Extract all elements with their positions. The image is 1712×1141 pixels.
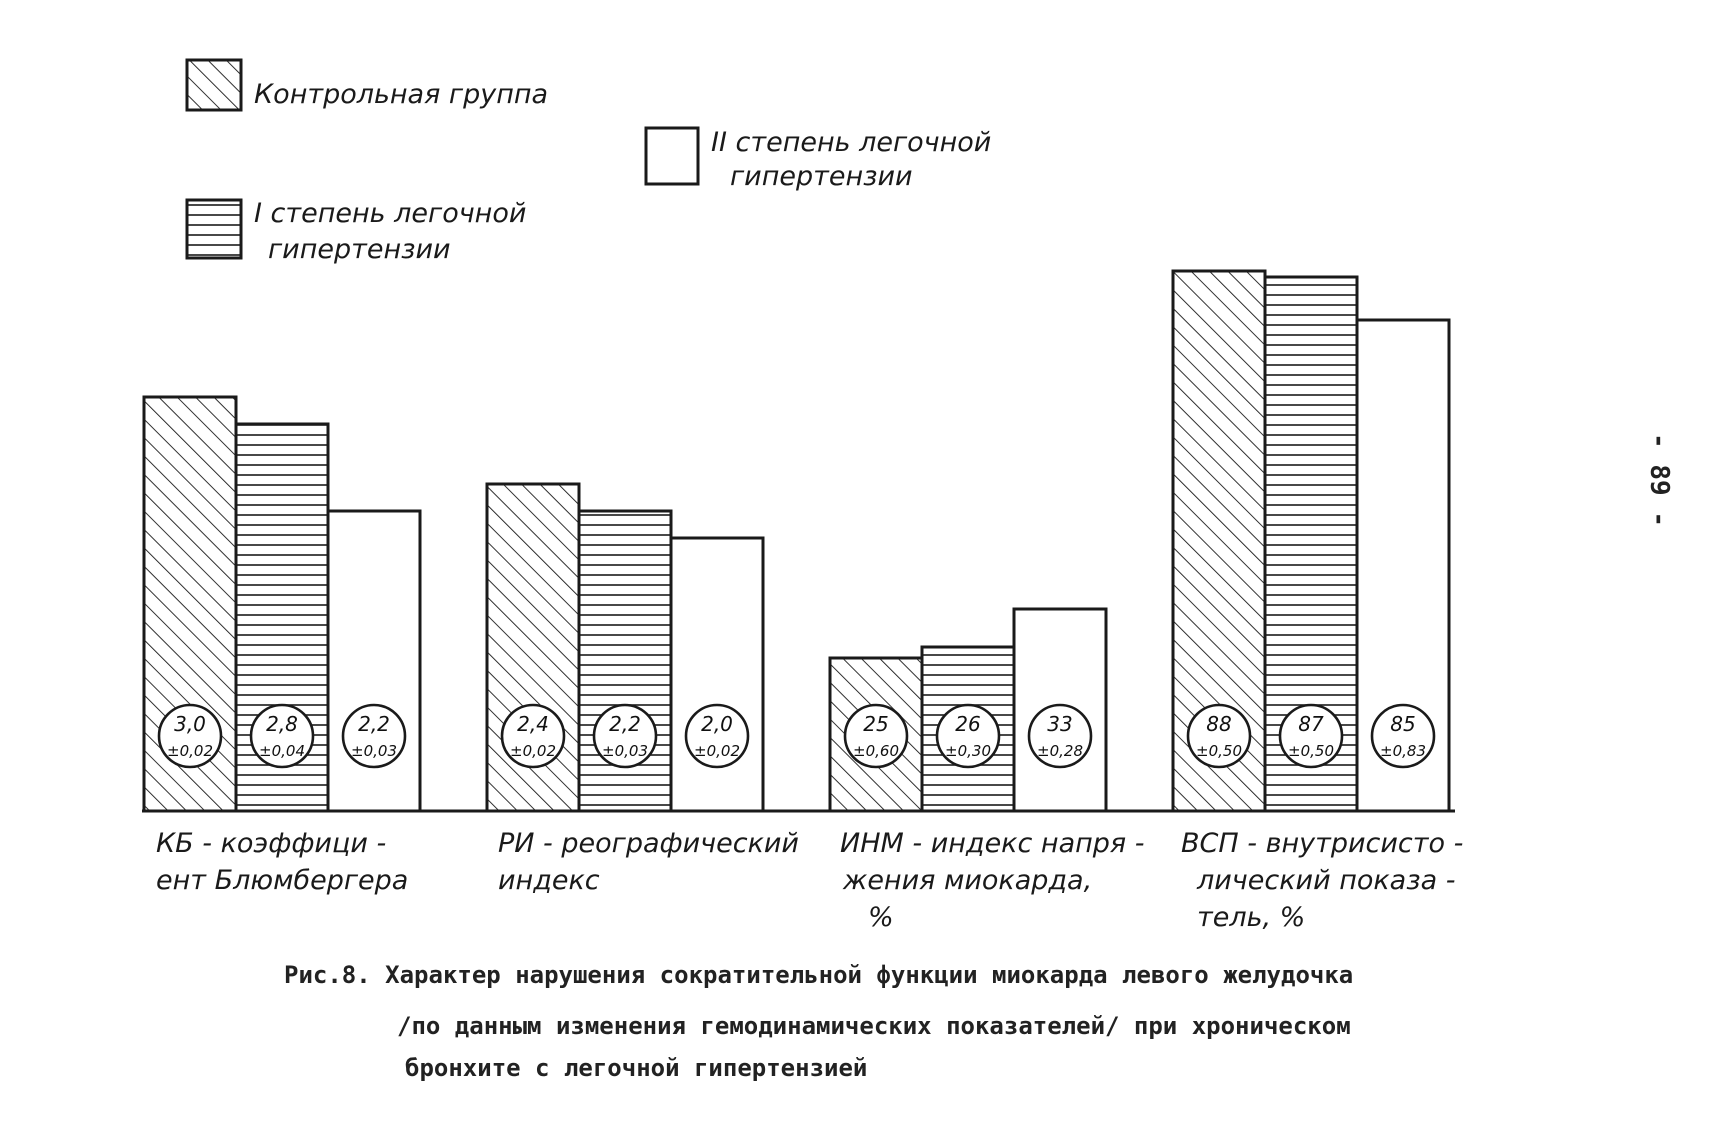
error-label-2-2: ±0,03 (602, 742, 648, 760)
value-label-2-2: 2,2 (609, 712, 641, 736)
value-label-1-2: 2,8 (266, 712, 298, 736)
error-label-3-2: ±0,30 (945, 742, 991, 760)
category-label-1-line-2: ент Блюмбергера (156, 865, 409, 896)
caption-line-2: /по данным изменения гемодинамических показателей/ при хроническом (397, 1012, 1351, 1040)
caption-line-1: Рис.8. Характер нарушения сократительной функции миокарда левого желудочка (284, 961, 1354, 989)
value-label-1-3: 2,2 (358, 712, 390, 736)
bar-group-3 (830, 609, 1106, 811)
legend-swatch-degree-2 (646, 128, 698, 184)
plot-area (144, 271, 1449, 811)
category-label-4-line-1: ВСП - внутрисисто - (1181, 828, 1464, 859)
value-label-4-2: 87 (1298, 712, 1324, 736)
error-label-1-1: ±0,02 (167, 742, 213, 760)
legend-item-degree-2 (646, 127, 991, 192)
figure-caption (284, 961, 1353, 1082)
value-label-4-3: 85 (1390, 712, 1416, 736)
legend-item-control (187, 60, 548, 110)
chart-legend (187, 60, 991, 265)
value-label-3-2: 26 (955, 712, 981, 736)
error-label-3-3: ±0,28 (1037, 742, 1083, 760)
error-label-1-2: ±0,04 (259, 742, 305, 760)
category-label-1-line-1: КБ - коэффици - (156, 828, 387, 859)
caption-line-3: бронхите с легочной гипертензией (405, 1054, 868, 1082)
category-labels (156, 828, 1463, 933)
error-label-2-1: ±0,02 (510, 742, 556, 760)
value-label-4-1: 88 (1206, 712, 1232, 736)
category-label-4-line-2: лический показа - (1197, 865, 1456, 896)
error-label-2-3: ±0,02 (694, 742, 740, 760)
bar-group-2 (487, 484, 763, 811)
category-label-3-line-1: ИНМ - индекс напря - (840, 828, 1145, 859)
bar-group-4 (1173, 271, 1449, 811)
legend-label-degree-1-line-2: гипертензии (268, 234, 451, 265)
bar-2-3 (671, 538, 763, 811)
value-label-3-1: 25 (863, 712, 889, 736)
category-label-3-line-3: % (868, 902, 894, 933)
category-label-2-line-1: РИ - реографический (498, 828, 799, 859)
value-label-2-1: 2,4 (517, 712, 549, 736)
error-label-3-1: ±0,60 (853, 742, 899, 760)
error-label-1-3: ±0,03 (351, 742, 397, 760)
error-label-4-2: ±0,50 (1288, 742, 1334, 760)
legend-label-degree-2-line-1: II степень легочной (711, 127, 992, 158)
legend-label-degree-2-line-2: гипертензии (730, 161, 913, 192)
error-label-4-3: ±0,83 (1380, 742, 1426, 760)
category-label-3-line-2: жения миокарда, (843, 865, 1093, 896)
error-label-4-1: ±0,50 (1196, 742, 1242, 760)
legend-label-degree-1-line-1: I степень легочной (254, 198, 527, 229)
legend-swatch-control (187, 60, 241, 110)
category-label-4-line-3: тель, % (1197, 902, 1306, 933)
value-label-2-3: 2,0 (701, 712, 733, 736)
bar-group-1 (144, 397, 420, 811)
value-label-1-1: 3,0 (174, 712, 206, 736)
page-number: - 89 - (1644, 433, 1674, 527)
legend-item-degree-1 (187, 198, 526, 265)
category-label-2-line-2: индекс (498, 865, 600, 896)
value-label-3-3: 33 (1047, 712, 1073, 736)
legend-swatch-degree-1 (187, 200, 241, 258)
legend-label-control: Контрольная группа (254, 79, 549, 110)
